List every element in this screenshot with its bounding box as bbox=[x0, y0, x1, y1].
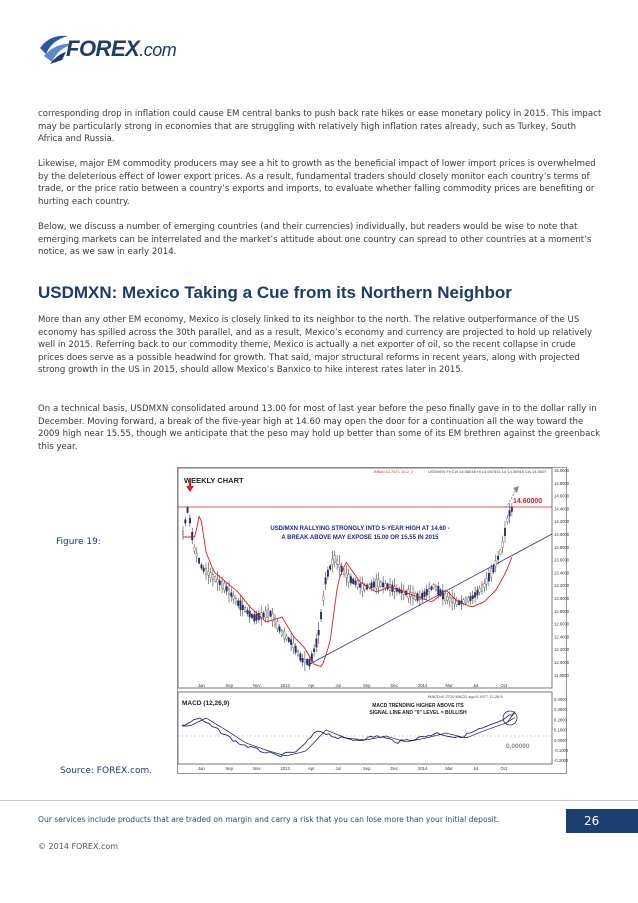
weekly-chart bbox=[177, 467, 570, 774]
price-bar-body bbox=[313, 649, 315, 652]
price-bar-body bbox=[214, 576, 216, 581]
x-axis-label: Apr bbox=[308, 766, 315, 771]
price-bar-body bbox=[329, 566, 331, 570]
price-bar-body bbox=[500, 550, 502, 554]
price-bar-body bbox=[302, 658, 304, 662]
price-bar-body bbox=[477, 590, 479, 595]
price-bar-body bbox=[290, 640, 292, 645]
price-bar-body bbox=[327, 570, 329, 577]
price-bar-body bbox=[281, 630, 283, 635]
x-axis-label: 2013 bbox=[280, 683, 290, 688]
price-axis-label: 12.0000 bbox=[554, 660, 570, 665]
price-axis-label: 14.6000 bbox=[554, 493, 570, 499]
price-bar-body bbox=[201, 565, 203, 568]
logo-name: FOREX bbox=[66, 36, 140, 61]
price-bar-body bbox=[493, 566, 495, 573]
x-axis-label: Apr bbox=[308, 683, 315, 688]
price-bar-body bbox=[481, 585, 483, 591]
price-bar-body bbox=[263, 613, 265, 617]
price-bar-body bbox=[196, 553, 198, 556]
price-axis-label: 13.2000 bbox=[554, 583, 570, 589]
price-bar-body bbox=[316, 639, 318, 647]
price-bar-body bbox=[449, 597, 451, 601]
price-bar-body bbox=[189, 518, 191, 523]
price-bar-body bbox=[479, 588, 481, 592]
price-bar-body bbox=[288, 638, 290, 642]
price-bar-body bbox=[295, 646, 297, 652]
price-bar-body bbox=[352, 579, 354, 584]
price-bar-body bbox=[435, 586, 437, 590]
macd-axis-label: 0.0000 bbox=[554, 737, 567, 743]
price-bar-body bbox=[231, 593, 233, 597]
macd-annotation-2: SIGNAL LINE AND "0" LEVEL = BULLISH bbox=[369, 710, 467, 716]
x-axis-label: Nov bbox=[253, 683, 261, 688]
price-bar-body bbox=[380, 582, 382, 586]
price-bar-body bbox=[210, 573, 212, 578]
price-bar-body bbox=[194, 547, 196, 551]
x-axis-label: Sep bbox=[363, 766, 371, 771]
price-bar-body bbox=[258, 613, 260, 620]
x-axis-label: Oct bbox=[500, 766, 508, 771]
macd-axis-label: 0.1000 bbox=[554, 727, 567, 733]
price-bar-body bbox=[373, 582, 375, 588]
macd-axis-label: -0.1000 bbox=[554, 748, 569, 753]
macd-zero-label: 0.00000 bbox=[506, 743, 530, 750]
x-axis-label: Jul bbox=[335, 766, 341, 771]
price-bar-body bbox=[265, 611, 267, 618]
price-bar-body bbox=[309, 659, 311, 666]
price-bar-body bbox=[277, 622, 279, 629]
x-axis-label: Dec bbox=[390, 766, 398, 771]
chart-header-red: Bfi6a=13.7571 10.2_1 bbox=[374, 469, 414, 474]
price-bar-body bbox=[355, 581, 357, 585]
price-bar-body bbox=[251, 614, 253, 618]
price-bar-body bbox=[371, 583, 373, 588]
price-bar-body bbox=[237, 601, 239, 606]
price-bar-body bbox=[346, 573, 348, 577]
annotation-line-1: USD/MXN RALLYING STRONGLY INTO 5-YEAR HIGH AT 14.60 - bbox=[270, 526, 450, 532]
logo-text bbox=[66, 36, 176, 62]
price-axis-label: 15.0000 bbox=[554, 468, 570, 473]
x-axis-label: Dec bbox=[390, 683, 398, 688]
price-bar-body bbox=[484, 584, 486, 588]
macd-header: MACD=0.2710 MACD sig=0.1977 12,26,9 bbox=[428, 694, 503, 699]
price-axis-label: 13.0000 bbox=[554, 596, 570, 601]
price-bar-body bbox=[233, 596, 235, 600]
price-bar-body bbox=[293, 643, 295, 648]
price-bar-body bbox=[348, 575, 350, 582]
price-panel bbox=[178, 468, 552, 688]
price-bar-body bbox=[465, 598, 467, 603]
paragraph-3: Below, we discuss a number of emerging countries (and their currencies) individually, but readers would be wise to note that emerging markets can be interrelated and the market’s attitude about one country can spread to other countries at a moment’s notice, as we saw in early 2014. bbox=[38, 222, 592, 258]
macd-axis-label: -0.2000 bbox=[554, 758, 569, 764]
x-axis-label: Nov bbox=[253, 766, 261, 771]
price-bar-body bbox=[320, 612, 322, 619]
annotation-line-2: A BREAK ABOVE MAY EXPOSE 15.00 OR 15.55 IN 2015 bbox=[281, 535, 439, 541]
price-bar-body bbox=[507, 518, 509, 522]
price-axis-label: 12.6000 bbox=[554, 621, 570, 627]
risk-disclaimer: Our services include products that are traded on margin and carry a risk that you can lose more than your initial deposit. bbox=[38, 815, 500, 824]
price-axis-label: 11.8000 bbox=[554, 672, 569, 678]
price-bar-body bbox=[474, 593, 476, 598]
x-axis-macd bbox=[198, 766, 508, 771]
price-bar-body bbox=[221, 581, 223, 588]
price-bar-body bbox=[375, 579, 377, 588]
price-bar-body bbox=[490, 569, 492, 577]
price-bar-body bbox=[205, 569, 207, 575]
price-bar-body bbox=[470, 596, 472, 601]
x-axis-label: Sep bbox=[225, 766, 233, 771]
x-axis-label: Jan bbox=[198, 683, 205, 688]
x-axis-label: Jul bbox=[473, 766, 479, 771]
macd-axis-label: 0.2000 bbox=[554, 717, 567, 723]
price-axis-label: 12.8000 bbox=[554, 608, 570, 614]
price-bar-body bbox=[357, 581, 359, 588]
x-axis-label: Sep bbox=[363, 683, 371, 688]
price-bar-body bbox=[267, 610, 269, 617]
price-bar-body bbox=[447, 597, 449, 601]
price-bar-body bbox=[270, 611, 272, 616]
price-bar-body bbox=[318, 630, 320, 635]
price-bar-body bbox=[433, 585, 435, 589]
price-bar-body bbox=[438, 586, 440, 594]
x-axis-label: Jul bbox=[335, 683, 341, 688]
price-bar-body bbox=[228, 589, 230, 595]
paragraph-5: On a technical basis, USDMXN consolidated around 13.00 for most of last year before the peso finally gave in to the dollar rally in December. Moving forward, a break of the five-year high at 14.60 may open the door for a continuation all the way toward the 2009 high near 15.55, though we anticipate that the peso may hold up better than some of its EM brethren against the greenback this year. bbox=[38, 404, 601, 452]
source-note: Source: FOREX.com. bbox=[60, 766, 153, 776]
section-heading: USDMXN: Mexico Taking a Cue from its Northern Neighbor bbox=[38, 283, 512, 302]
price-axis-label: 14.2000 bbox=[554, 519, 570, 525]
price-bar-body bbox=[364, 586, 366, 590]
paragraph-1: corresponding drop in inflation could cause EM central banks to push back rate hikes or ease monetary policy in 2015. This impact may be particularly strong in economies that are struggling with relatively high inflation rates already, such as Turkey, South Africa and Russia. bbox=[38, 109, 602, 145]
macd-title: MACD (12,26,9) bbox=[182, 700, 230, 707]
price-bar-body bbox=[256, 614, 258, 620]
price-bar-body bbox=[304, 659, 306, 662]
x-axis-label: 2014 bbox=[418, 766, 428, 771]
price-bar-body bbox=[467, 598, 469, 602]
price-bar-body bbox=[426, 589, 428, 595]
price-bar-body bbox=[343, 570, 345, 575]
price-bar-body bbox=[217, 579, 219, 582]
price-axis-label: 13.6000 bbox=[554, 557, 570, 563]
price-bar-body bbox=[428, 589, 430, 592]
price-bar-body bbox=[279, 627, 281, 631]
price-bar-body bbox=[240, 601, 242, 610]
price-bar-body bbox=[339, 564, 341, 567]
price-axis-label: 12.4000 bbox=[554, 634, 570, 640]
price-bar-body bbox=[254, 615, 256, 622]
price-bar-body bbox=[502, 541, 504, 547]
page-number: 26 bbox=[566, 809, 638, 833]
price-bar-body bbox=[472, 596, 474, 599]
price-bar-body bbox=[219, 581, 221, 585]
price-bar-body bbox=[463, 600, 465, 604]
macd-panel bbox=[178, 692, 552, 764]
x-axis-label: Mar bbox=[445, 766, 453, 771]
price-bar-body bbox=[382, 583, 384, 587]
x-axis-label: Oct bbox=[500, 683, 508, 688]
copyright: © 2014 FOREX.com bbox=[38, 842, 119, 851]
price-bar-body bbox=[378, 579, 380, 586]
price-bar-body bbox=[185, 520, 187, 523]
price-bar-body bbox=[334, 556, 336, 563]
x-axis-label: Jul bbox=[473, 683, 479, 688]
paragraph-2: Likewise, major EM commodity producers may see a hit to growth as the beneficial impact of lower import prices is overwhelmed by the deleterious effect of lower export prices. As a result, fundamental traders should closely monitor each country’s terms of trade, or the price ratio between a country’s exports and imports, to evaluate whether falling commodity prices are benefiting or hurting each country. bbox=[38, 159, 596, 207]
price-bar-body bbox=[187, 508, 189, 513]
price-bar-body bbox=[226, 587, 228, 592]
chart-header-info: USDMXN Fx Cct 14.58048 Hi 14.657531 Lo 14.30910 Cls 14.6507 bbox=[428, 469, 547, 474]
price-bar-body bbox=[509, 510, 511, 516]
price-bar-body bbox=[300, 654, 302, 661]
price-bar-body bbox=[488, 573, 490, 581]
figure-label: Figure 19: bbox=[56, 537, 101, 547]
price-axis-label: 13.8000 bbox=[554, 544, 570, 550]
price-bar-body bbox=[242, 605, 244, 610]
paragraph-4: More than any other EM economy, Mexico is closely linked to its neighbor to the north. The relative outperformance of the US economy has spilled across the 30th parallel, and as a result, Mexico’s economy and currency are projected to hold up relatively well in 2015. Referring back to our commodity theme, Mexico is actually a net exporter of oil, so the recent collapse in crude prices does serve as a possible headwind for growth. That said, major structural reforms in recent years, along with projected strong growth in the US in 2015, should allow Mexico’s Banxico to hike interest rates later in 2015. bbox=[38, 315, 593, 376]
price-axis-label: 14.4000 bbox=[554, 506, 570, 512]
price-bar-body bbox=[325, 578, 327, 585]
price-bar-body bbox=[511, 507, 513, 511]
macd-annotation-1: MACD TRENDING HIGHER ABOVE ITS bbox=[372, 703, 464, 709]
price-axis bbox=[554, 468, 570, 678]
price-axis-label: 12.2000 bbox=[554, 647, 570, 653]
price-bar-body bbox=[286, 636, 288, 639]
price-bar-body bbox=[486, 579, 488, 584]
price-bar-body bbox=[359, 584, 361, 588]
price-axis-label: 14.0000 bbox=[554, 532, 570, 537]
price-bar-body bbox=[247, 610, 249, 614]
x-axis-label: Sep bbox=[225, 683, 233, 688]
price-bar-body bbox=[297, 651, 299, 656]
price-bar-body bbox=[495, 561, 497, 566]
x-axis-label: 2013 bbox=[280, 766, 290, 771]
price-bar-body bbox=[504, 528, 506, 535]
price-bar-body bbox=[224, 583, 226, 590]
price-bar-body bbox=[431, 587, 433, 590]
price-bar-body bbox=[191, 532, 193, 540]
price-bar-body bbox=[444, 594, 446, 601]
price-bar-body bbox=[497, 556, 499, 560]
price-bar-body bbox=[424, 592, 426, 597]
price-bar-body bbox=[212, 575, 214, 580]
price-bar-body bbox=[182, 531, 184, 535]
price-bar-body bbox=[385, 584, 387, 588]
price-bar-body bbox=[332, 559, 334, 564]
macd-axis-label: 0.4000 bbox=[554, 697, 567, 702]
price-bar-body bbox=[249, 611, 251, 617]
x-axis-label: Jan bbox=[198, 766, 205, 771]
macd-axis-label: 0.3000 bbox=[554, 707, 567, 713]
x-axis-label: 2014 bbox=[418, 683, 428, 688]
price-bar-body bbox=[198, 558, 200, 563]
price-bar-body bbox=[350, 577, 352, 583]
chart-title: WEEKLY CHART bbox=[184, 476, 244, 485]
price-axis-label: 14.8000 bbox=[554, 480, 570, 486]
price-bar-body bbox=[244, 608, 246, 612]
price-bar-body bbox=[323, 596, 325, 601]
price-bar-body bbox=[235, 598, 237, 603]
logo-suffix: .com bbox=[139, 40, 177, 60]
price-bar-body bbox=[208, 571, 210, 575]
price-bar-body bbox=[336, 560, 338, 565]
macd-axis bbox=[554, 697, 569, 763]
price-axis-label: 13.4000 bbox=[554, 570, 570, 576]
price-bar-body bbox=[306, 659, 308, 664]
price-bar-body bbox=[283, 631, 285, 639]
usdmxn-chart-svg bbox=[178, 468, 570, 773]
footer-divider bbox=[0, 800, 638, 801]
price-bar-body bbox=[451, 598, 453, 602]
price-bar-body bbox=[203, 568, 205, 572]
x-axis-label: Mar bbox=[445, 683, 453, 688]
level-label: 14.60000 bbox=[513, 498, 543, 505]
